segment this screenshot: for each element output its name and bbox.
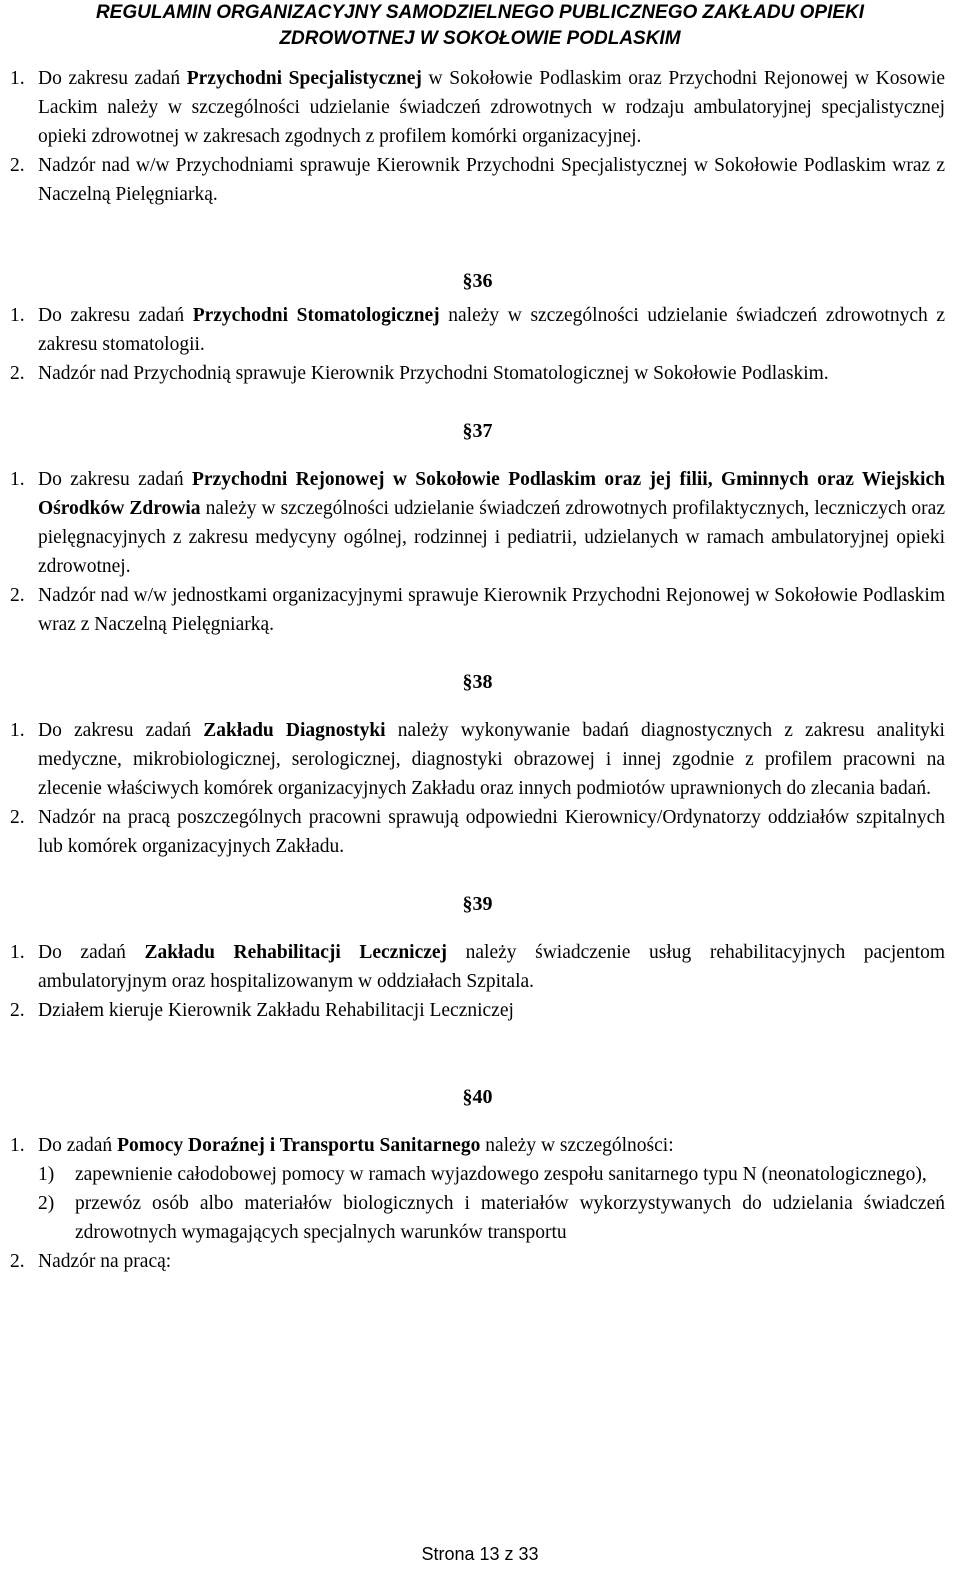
bold-term: Pomocy Doraźnej i Transportu Sanitarnego [117,1135,481,1156]
section-heading-37: §37 [462,420,493,442]
intro-paragraph-2: 2. Nadzór nad w/w Przychodniami sprawuje Kierownik Przychodni Specjalistycznej w Sokołowie Podlaskim wraz z Naczelną Pielęgniarką. [10,151,945,209]
document-header [0,0,960,52]
s40-paragraph-2: 2. Nadzór na pracą: [10,1247,945,1276]
paragraph-number: 1. [10,942,25,963]
section-sign: § [462,420,473,442]
s39-paragraph-2: 2. Działem kieruje Kierownik Zakładu Rehabilitacji Leczniczej [10,996,945,1025]
header-line-1: REGULAMIN ORGANIZACYJNY SAMODZIELNEGO PUBLICZNEGO ZAKŁADU OPIEKI [95,2,865,23]
s40-list-item-2: 2) przewóz osób albo materiałów biologicznych i materiałów wykorzystywanych do udzielania świadczeń zdrowotnych wymagających specjalnych warunków transportu [10,1189,945,1247]
list-number: 2) [38,1193,55,1214]
document-body [10,64,945,1276]
paragraph-number: 2. [10,1251,25,1272]
list-number: 1) [38,1164,55,1185]
s39-paragraph-1: 1. Do zadań Zakładu Rehabilitacji Leczniczej należy świadczenie usług rehabilitacyjnych pacjentom ambulatoryjnym oraz hospitalizowanym w oddziałach Szpitala. [10,938,945,996]
intro-paragraph-1: 1. Do zakresu zadań Przychodni Specjalistycznej w Sokołowie Podlaskim oraz Przychodni Rejonowej w Kosowie Lackim należy w szczególności udzielanie świadczeń zdrowotnych w rodzaju ambulatoryjnej specjalistycznej opieki zdrowotnej w zakresach zgodnych z profilem komórki organizacyjnej. [10,64,945,151]
header-line-2: ZDROWOTNEJ W SOKOŁOWIE PODLASKIM [279,28,681,49]
s40-paragraph-1: 1. Do zadań Pomocy Doraźnej i Transportu Sanitarnego należy w szczególności: [10,1131,945,1160]
paragraph-number: 2. [10,155,25,176]
s36-paragraph-1: 1. Do zakresu zadań Przychodni Stomatologicznej należy w szczególności udzielanie świadczeń zdrowotnych z zakresu stomatologii. [10,301,945,359]
paragraph-number: 2. [10,1000,25,1021]
page-footer [0,1544,960,1565]
bold-term: Zakładu Diagnostyki [203,720,386,741]
paragraph-number: 2. [10,363,25,384]
section-heading-39: §39 [462,893,493,915]
bold-term: Przychodni Stomatologicznej [192,305,440,326]
s37-paragraph-2: 2. Nadzór nad w/w jednostkami organizacyjnymi sprawuje Kierownik Przychodni Rejonowej w Sokołowie Podlaskim wraz z Naczelną Pielęgniarką. [10,581,945,639]
section-sign: § [462,270,473,292]
section-heading-40: §40 [462,1086,493,1108]
section-sign: § [462,1086,473,1108]
section-heading-36: §36 [462,270,493,292]
paragraph-number: 1. [10,305,25,326]
paragraph-number: 2. [10,807,25,828]
bold-term: Zakładu Rehabilitacji Leczniczej [144,942,448,963]
section-sign: § [462,671,473,693]
s37-paragraph-1: 1. Do zakresu zadań Przychodni Rejonowej w Sokołowie Podlaskim oraz jej filii, Gminnych oraz Wiejskich Ośrodków Zdrowia należy w szczególności udzielanie świadczeń zdrowotnych profilaktycznych, leczniczych oraz pielęgnacyjnych z zakresu medycyny ogólnej, rodzinnej i pediatrii, udzielanych w ramach ambulatoryjnej opieki zdrowotnej. [10,465,945,581]
paragraph-number: 2. [10,585,25,606]
bold-term: Przychodni Specjalistycznej [186,68,422,89]
paragraph-number: 1. [10,720,25,741]
paragraph-number: 1. [10,1135,25,1156]
paragraph-number: 1. [10,68,25,89]
s40-list-item-1: 1) zapewnienie całodobowej pomocy w ramach wyjazdowego zespołu sanitarnego typu N (neonatologicznego), [10,1160,945,1189]
page-number: Strona 13 z 33 [421,1544,539,1564]
bold-term: Przychodni Rejonowej w Sokołowie Podlaskim oraz jej filii, Gminnych oraz Wiejskich Ośrodków Zdrowia [38,469,945,519]
section-heading-38: §38 [462,671,493,693]
s38-paragraph-2: 2. Nadzór na pracą poszczególnych pracowni sprawują odpowiedni Kierownicy/Ordynatorzy oddziałów szpitalnych lub komórek organizacyjnych Zakładu. [10,803,945,861]
s36-paragraph-2: 2. Nadzór nad Przychodnią sprawuje Kierownik Przychodni Stomatologicznej w Sokołowie Podlaskim. [10,359,945,388]
section-sign: § [462,893,473,915]
paragraph-number: 1. [10,469,25,490]
s38-paragraph-1: 1. Do zakresu zadań Zakładu Diagnostyki należy wykonywanie badań diagnostycznych z zakresu analityki medyczne, mikrobiologicznej, serologicznej, diagnostyki obrazowej i innej zgodnie z profilem pracowni na zlecenie właściwych komórek organizacyjnych Zakładu oraz innych podmiotów uprawnionych do zlecania badań. [10,716,945,803]
